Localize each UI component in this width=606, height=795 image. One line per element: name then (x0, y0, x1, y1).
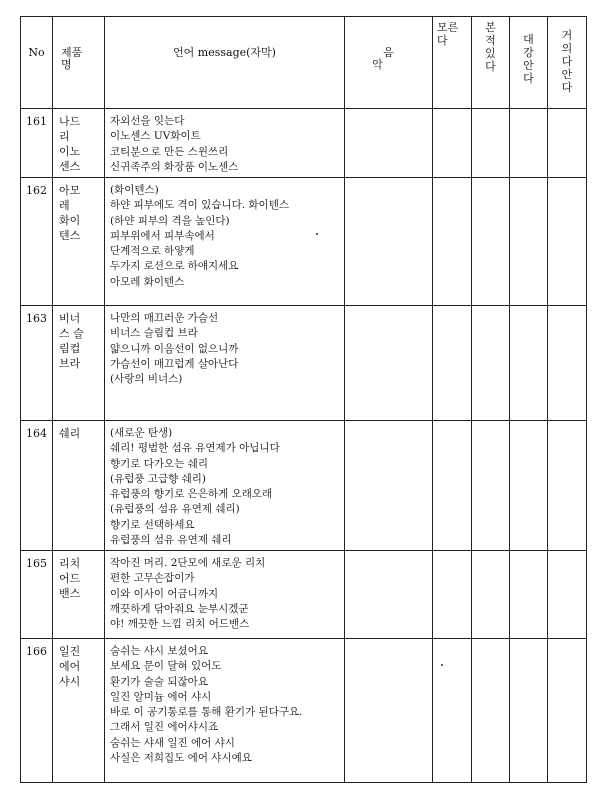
header-mostly-char: 거 (561, 29, 573, 42)
answer-mostly-cell[interactable] (548, 421, 587, 551)
header-seen (472, 17, 510, 109)
message-line: 얇으니까 이음선이 없으니까 (110, 342, 239, 355)
product-line: 스 슬 (59, 327, 84, 340)
table-row (21, 551, 587, 639)
message-line: 신귀족주의 화장품 이노센스 (110, 160, 239, 173)
row-number: 161 (21, 109, 53, 178)
ad-message (105, 421, 345, 551)
header-unknown (433, 17, 472, 109)
table-row (21, 306, 587, 421)
answer-roughly-cell[interactable] (510, 551, 548, 639)
message-line: 보세요 문이 달혀 있어도 (110, 660, 222, 673)
answer-seen-cell[interactable] (472, 178, 510, 306)
header-product-line: 제품 (61, 46, 83, 59)
header-unknown-line: 다 (437, 34, 448, 47)
product-line: 림컵 (59, 342, 81, 355)
answer-roughly-cell[interactable] (510, 421, 548, 551)
product-line: 센스 (59, 160, 81, 173)
header-mostly-char: 다 (561, 55, 573, 68)
message-line: 나만의 매끄러운 가슴선 (110, 312, 219, 324)
product-line: 에어 (59, 660, 81, 673)
scan-speck (441, 664, 443, 666)
message-line: 사실은 저희집도 에어 샤시예요 (110, 752, 252, 765)
answer-mostly-cell[interactable] (548, 639, 587, 783)
message-line: 숨쉬는 샤새 일진 에어 샤시 (110, 736, 235, 749)
message-line: 유럽풍의 향기로 은은하게 오래오래 (110, 488, 273, 501)
product-name (53, 421, 105, 551)
message-line: 아모레 화이텐스 (110, 275, 185, 288)
row-number: 164 (21, 421, 53, 551)
answer-roughly-cell[interactable] (510, 639, 548, 783)
product-name (53, 306, 105, 421)
answer-seen-cell[interactable] (472, 421, 510, 551)
message-line: 쉐리! 평범한 섬유 유연제가 아닙니다 (110, 442, 280, 455)
product-line: 화이 (59, 214, 81, 227)
header-seen-char: 본 (485, 21, 496, 34)
message-line: (하얀 피부의 격을 높인다) (110, 214, 230, 227)
product-line: 비너 (59, 312, 81, 325)
message-line: (사랑의 비너스) (110, 373, 183, 386)
product-line: 샤시 (59, 675, 81, 688)
header-mostly-char: 의 (561, 42, 573, 55)
answer-seen-cell[interactable] (472, 551, 510, 639)
music-cell[interactable] (345, 178, 433, 306)
header-mostly (548, 17, 587, 109)
message-line: 이노센스 UV화이트 (110, 130, 201, 143)
product-line: 브라 (59, 357, 81, 370)
header-product (53, 17, 105, 109)
row-number: 166 (21, 639, 53, 783)
answer-mostly-cell[interactable] (548, 109, 587, 178)
header-seen-char: 적 (485, 34, 496, 47)
message-line: 편한 고무손잡이가 (110, 572, 195, 585)
answer-roughly-cell[interactable] (510, 109, 548, 178)
answer-unknown-cell[interactable] (433, 306, 472, 421)
header-no: No (21, 17, 53, 109)
message-line: 피부위에서 피부속에서 (110, 229, 215, 242)
message-line: 작아진 머리. 2단모에 새로운 리치 (110, 557, 266, 569)
header-mostly-char: 안 (561, 68, 573, 81)
message-line: (새로운 탄생) (110, 427, 173, 439)
answer-seen-cell[interactable] (472, 109, 510, 178)
ad-message (105, 306, 345, 421)
message-line: 환기가 술술 되잖아요 (110, 675, 208, 688)
message-line: 두가지 로션으로 하얘지세요 (110, 260, 239, 273)
product-line: 일진 (59, 645, 81, 658)
message-line: 이와 이사이 어금니까지 (110, 587, 219, 600)
answer-seen-cell[interactable] (472, 306, 510, 421)
ad-message (105, 178, 345, 306)
header-roughly (510, 17, 548, 109)
answer-roughly-cell[interactable] (510, 306, 548, 421)
message-line: 코티분으로 만든 스윈쓰리 (110, 145, 229, 158)
header-message: 언어 message(자막) (105, 17, 345, 109)
answer-mostly-cell[interactable] (548, 551, 587, 639)
product-name (53, 109, 105, 178)
message-line: 자외선을 잊는다 (110, 115, 185, 127)
table-row (21, 109, 587, 178)
answer-unknown-cell[interactable] (433, 178, 472, 306)
product-name (53, 551, 105, 639)
header-row (21, 17, 587, 109)
table-row (21, 421, 587, 551)
header-roughly-char: 강 (523, 46, 534, 59)
music-cell[interactable] (345, 421, 433, 551)
survey-sheet (20, 16, 586, 782)
answer-unknown-cell[interactable] (433, 639, 472, 783)
product-line: 쉐리 (59, 427, 81, 440)
message-line: 일진 알미늄 에어 샤시 (110, 690, 212, 703)
header-seen-char: 다 (485, 60, 496, 73)
product-line: 나드 (59, 115, 81, 128)
answer-roughly-cell[interactable] (510, 178, 548, 306)
message-line: 향기로 다가오는 쉐리 (110, 457, 208, 470)
product-line: 레 (59, 199, 70, 212)
header-roughly-char: 안 (523, 59, 534, 72)
music-cell[interactable] (345, 109, 433, 178)
product-line: 밴스 (59, 587, 81, 600)
product-line: 텐스 (59, 229, 81, 242)
ad-message (105, 109, 345, 178)
table-row (21, 639, 587, 783)
product-line: 아모 (59, 184, 81, 197)
answer-unknown-cell[interactable] (433, 109, 472, 178)
message-line: (유럽풍 고급향 쉐리) (110, 472, 207, 485)
answer-unknown-cell[interactable] (433, 421, 472, 551)
product-name (53, 639, 105, 783)
message-line: 그래서 일진 에어샤시죠 (110, 721, 219, 734)
table-row (21, 178, 587, 306)
ad-message (105, 551, 345, 639)
music-cell[interactable] (345, 551, 433, 639)
product-line: 이노 (59, 145, 81, 158)
row-number: 162 (21, 178, 53, 306)
message-line: 숨쉬는 샤시 보셨어요 (110, 645, 208, 657)
message-line: 하얀 피부에도 격이 있습니다. 화이텐스 (110, 199, 289, 212)
row-number: 165 (21, 551, 53, 639)
ad-message (105, 639, 345, 783)
header-mostly-char: 다 (561, 81, 573, 94)
ad-recognition-table (20, 16, 587, 783)
header-seen-char: 있 (485, 47, 496, 60)
message-line: 깨끗하게 닦아줘요 눈부시겠군 (110, 602, 249, 615)
message-line: (유럽풍의 섬유 유연제 쉐리) (110, 503, 240, 516)
message-line: 바로 이 공기통로를 통해 환기가 된다구요. (110, 706, 303, 719)
product-line: 어드 (59, 572, 81, 585)
product-line: 리 (59, 130, 70, 143)
message-line: 비너스 슬림컵 브라 (110, 327, 198, 340)
answer-seen-cell[interactable] (472, 639, 510, 783)
message-line: 가슴선이 매끄럽게 살아난다 (110, 357, 239, 370)
header-product-line: 명 (61, 58, 72, 71)
header-unknown-line: 모른 (437, 21, 459, 34)
message-line: 유럽풍의 섬유 유연제 쉐리 (110, 534, 232, 547)
music-cell[interactable] (345, 639, 433, 783)
answer-mostly-cell[interactable] (548, 306, 587, 421)
music-cell[interactable] (345, 306, 433, 421)
answer-mostly-cell[interactable] (548, 178, 587, 306)
header-roughly-char: 다 (523, 72, 534, 85)
message-line: (화이텐스) (110, 184, 159, 196)
answer-unknown-cell[interactable] (433, 551, 472, 639)
message-line: 단계적으로 하얗게 (110, 245, 195, 258)
message-line: 향기로 선택하세요 (110, 518, 195, 531)
header-roughly-char: 대 (523, 33, 534, 46)
message-line: 야! 깨끗한 느낌 리치 어드밴스 (110, 618, 250, 631)
row-number: 163 (21, 306, 53, 421)
header-music: 음악 (345, 17, 433, 109)
product-name (53, 178, 105, 306)
product-line: 리치 (59, 557, 81, 570)
scan-speck (316, 233, 318, 235)
